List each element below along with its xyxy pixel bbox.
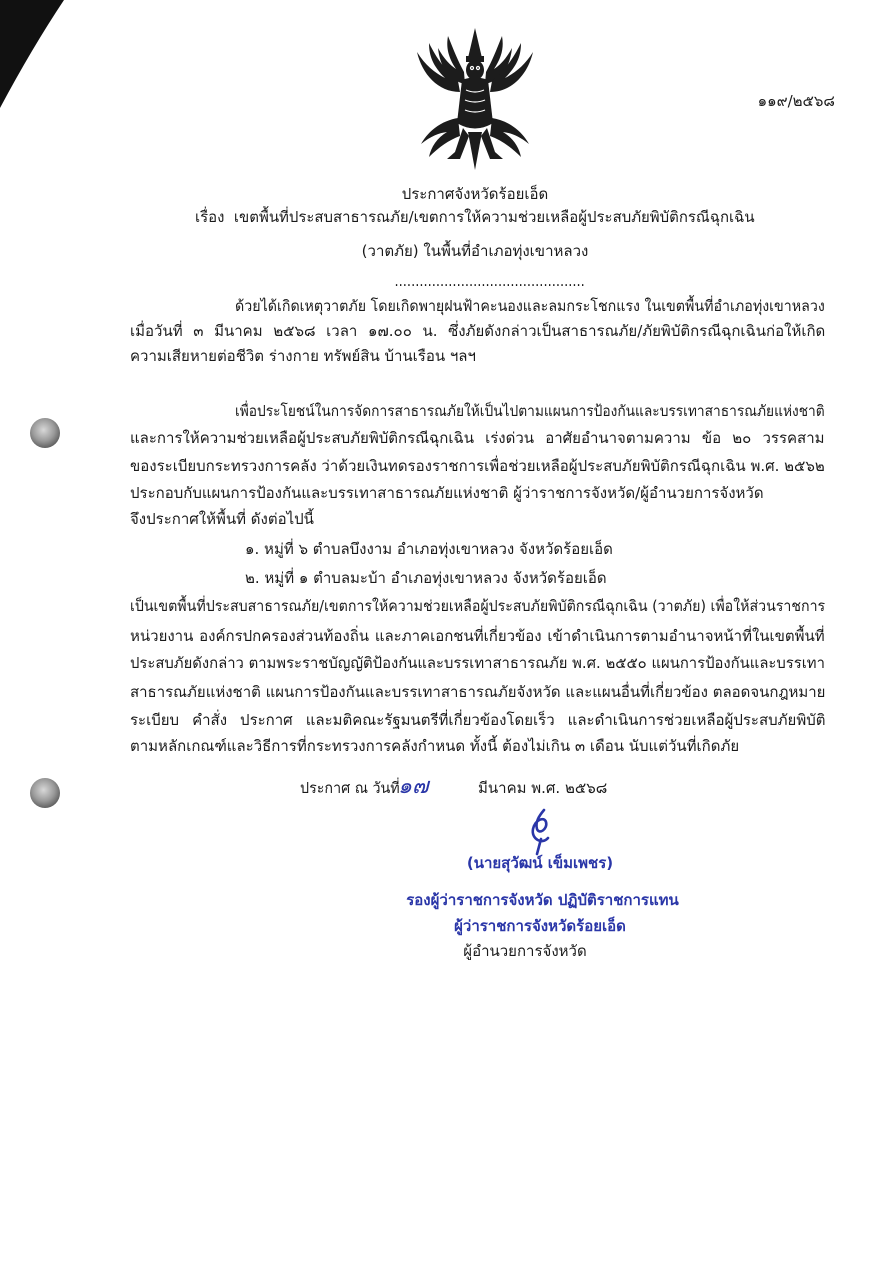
paragraph-line: จึงประกาศให้พื้นที่ ดังต่อไปนี้ xyxy=(130,510,314,528)
scan-corner-shadow xyxy=(0,0,70,112)
paragraph-line: เพื่อประโยชน์ในการจัดการสาธารณภัยให้เป็นไปตามแผนการป้องกันและบรรเทาสาธารณภัยแห่งชาติ xyxy=(235,402,825,420)
date-month-year: มีนาคม พ.ศ. ๒๕๖๘ xyxy=(478,779,608,797)
paragraph-line: และการให้ความช่วยเหลือผู้ประสบภัยพิบัติกรณีฉุกเฉิน เร่งด่วน อาศัยอำนาจตามความ ข้อ ๒๐ วรรคสาม xyxy=(130,429,825,447)
subject-line xyxy=(195,206,755,228)
signatory-role: ผู้อำนวยการจังหวัด xyxy=(463,942,587,960)
garuda-emblem xyxy=(410,28,540,173)
date-day-handwritten: ๑๗ xyxy=(398,774,429,799)
document-heading: ประกาศจังหวัดร้อยเอ็ด xyxy=(401,185,549,203)
paragraph-line: เป็นเขตพื้นที่ประสบสาธารณภัย/เขตการให้ความช่วยเหลือผู้ประสบภัยพิบัติกรณีฉุกเฉิน (วาตภัย) เพื่อให้ส่วนราชการ xyxy=(130,597,826,615)
paragraph-line: ความเสียหายต่อชีวิต ร่างกาย ทรัพย์สิน บ้านเรือน ฯลฯ xyxy=(130,347,476,365)
signatory-position-governor: ผู้ว่าราชการจังหวัดร้อยเอ็ด xyxy=(454,917,626,935)
paragraph-line: ของระเบียบกระทรวงการคลัง ว่าด้วยเงินทดรองราชการเพื่อช่วยเหลือผู้ประสบภัยพิบัติกรณีฉุกเฉิน พ.ศ. ๒๕๖๒ xyxy=(130,457,825,475)
signature xyxy=(520,808,564,856)
paragraph-line: ประสบภัยดังกล่าว ตามพระราชบัญญัติป้องกันและบรรเทาสาธารณภัย พ.ศ. ๒๕๕๐ แผนการป้องกันและบรรเทา xyxy=(130,654,825,672)
signatory-position: รองผู้ว่าราชการจังหวัด ปฏิบัติราชการแทน xyxy=(406,891,679,909)
paragraph-line: ระเบียบ คำสั่ง ประกาศ และมติคณะรัฐมนตรีที่เกี่ยวข้องโดยเร็ว และดำเนินการช่วยเหลือผู้ประสบภัยพิบัติ xyxy=(130,711,826,729)
list-item: ๒. หมู่ที่ ๑ ตำบลมะบ้า อำเภอทุ่งเขาหลวง จังหวัดร้อยเอ็ด xyxy=(245,569,607,587)
date-prefix: ประกาศ ณ วันที่ xyxy=(300,779,400,797)
subject-line-continued: (วาตภัย) ในพื้นที่อำเภอทุ่งเขาหลวง xyxy=(361,242,589,260)
punch-hole xyxy=(30,418,60,448)
separator-dots: .............................................. xyxy=(394,272,585,290)
punch-hole xyxy=(30,778,60,808)
paragraph-line: สาธารณภัยแห่งชาติ แผนการป้องกันและบรรเทาสาธารณภัยจังหวัด และแผนอื่นที่เกี่ยวข้อง ตลอดจนกฎหมาย xyxy=(130,683,826,701)
paragraph-line: หน่วยงาน องค์กรปกครองส่วนท้องถิ่น และภาคเอกชนที่เกี่ยวข้อง เข้าดำเนินการตามอำนาจหน้าที่ในเขตพื้นที่ xyxy=(130,627,825,645)
paragraph-line: ด้วยได้เกิดเหตุวาตภัย โดยเกิดพายุฝนฟ้าคะนองและลมกระโชกแรง ในเขตพื้นที่อำเภอทุ่งเขาหลวง xyxy=(235,297,825,315)
signatory-name: (นายสุวัฒน์ เข็มเพชร) xyxy=(466,854,614,872)
subject-label: เรื่อง xyxy=(195,208,225,226)
subject-text: เขตพื้นที่ประสบสาธารณภัย/เขตการให้ความช่วยเหลือผู้ประสบภัยพิบัติกรณีฉุกเฉิน xyxy=(233,208,755,226)
paragraph-line: ประกอบกับแผนการป้องกันและบรรเทาสาธารณภัยแห่งชาติ ผู้ว่าราชการจังหวัด/ผู้อำนวยการจังหวัด xyxy=(130,484,764,502)
list-item: ๑. หมู่ที่ ๖ ตำบลบึงงาม อำเภอทุ่งเขาหลวง จังหวัดร้อยเอ็ด xyxy=(245,540,613,558)
paragraph-line: ตามหลักเกณฑ์และวิธีการที่กระทรวงการคลังกำหนด ทั้งนี้ ต้องไม่เกิน ๓ เดือน นับแต่วันที่เกิดภัย xyxy=(130,737,740,755)
paragraph-line: เมื่อวันที่ ๓ มีนาคม ๒๕๖๘ เวลา ๑๗.๐๐ น. ซึ่งภัยดังกล่าวเป็นสาธารณภัย/ภัยพิบัติกรณีฉุกเฉินก่อให้เกิด xyxy=(130,322,826,340)
document-number: ๑๑๙/๒๕๖๘ xyxy=(757,92,835,110)
